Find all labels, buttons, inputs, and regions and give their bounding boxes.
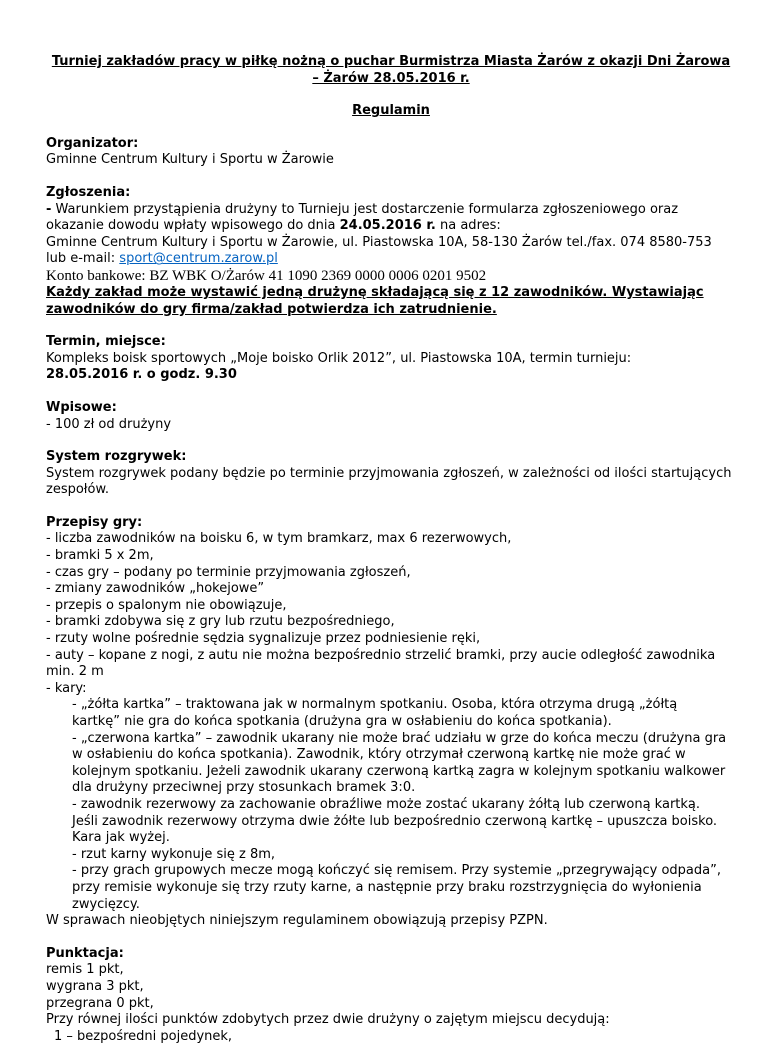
system-heading: System rozgrywek: <box>46 449 187 465</box>
team-rule: Każdy zakład może wystawić jedną drużynę składającą się z 12 zawodników. Wystawiając zawodników do gry firma/zakład potwierdza ich zatrudnienie. <box>46 284 704 317</box>
fee-heading: Wpisowe: <box>46 399 117 415</box>
points-line: przegrana 0 pkt, <box>46 995 154 1011</box>
registration-heading: Zgłoszenia: <box>46 184 131 200</box>
rule-item: - czas gry – podany po terminie przyjmowania zgłoszeń, <box>46 564 411 580</box>
rules-heading: Przepisy gry: <box>46 514 143 530</box>
email-link[interactable]: sport@centrum.zarow.pl <box>119 251 278 267</box>
rules-closing: W sprawach nieobjętych niniejszym regulaminem obowiązują przepisy PZPN. <box>46 913 548 929</box>
fee-text: - 100 zł od drużyny <box>46 416 172 432</box>
venue-section <box>46 334 736 384</box>
regulation-document <box>46 54 736 1045</box>
title-line-2: – Żarów 28.05.2016 r. <box>312 70 470 86</box>
venue-text: Kompleks boisk sportowych „Moje boisko Orlik 2012”, ul. Piastowska 10A, termin turnieju: <box>46 350 632 366</box>
rule-item: - rzuty wolne pośrednie sędzia sygnalizuje przez podniesienie ręki, <box>46 631 481 647</box>
penalty-item: - zawodnik rezerwowy za zachowanie obraźliwe może zostać ukarany żółtą lub czerwoną kartką. Jeśli zawodnik rezerwowy otrzyma dwie żółte lub bezpośrednio czerwoną kartkę – upuszcza boisko. Kara jak wyżej. <box>72 796 718 846</box>
registration-paragraph <box>46 202 736 235</box>
points-line: Przy równej ilości punktów zdobytych przez dwie drużyny o zajętym miejscu decydują: <box>46 1012 610 1028</box>
email-label: lub e-mail: <box>46 251 120 267</box>
registration-address: Gminne Centrum Kultury i Sportu w Żarowie, ul. Piastowska 10A, 58-130 Żarów tel./fax. 074 8580-753 <box>46 234 712 250</box>
registration-deadline: 24.05.2016 r. <box>339 218 436 234</box>
penalty-item: - „czerwona kartka” – zawodnik ukarany nie może brać udziału w grze do końca meczu (drużyna gra w osłabieniu do końca spotkania). Zawodnik, który otrzymał czerwoną kartkę nie może grać w kolejnym spotkaniu. Jeżeli zawodnik ukarany czerwoną kartką zagra w kolejnym spotkaniu walkower dla drużyny przeciwnej przy stosunkach bramek 3:0. <box>72 730 727 796</box>
penalty-item: - „żółta kartka” – traktowana jak w normalnym spotkaniu. Osoba, która otrzyma drugą „żółtą kartkę” nie gra do końca spotkania (drużyna gra w osłabieniu do końca spotkania). <box>72 697 678 729</box>
registration-email-line <box>46 251 736 268</box>
penalty-item: - rzut karny wykonuje się z 8m, <box>72 846 276 862</box>
penalty-list <box>46 697 736 913</box>
registration-text-b: na adres: <box>435 218 501 234</box>
registration-text-a: Warunkiem przystąpienia drużyny to Turnieju jest dostarczenie formularza zgłoszeniowego oraz okazanie dowodu wpłaty wpisowego do dnia <box>46 201 679 234</box>
rule-item: - przepis o spalonym nie obowiązuje, <box>46 597 287 613</box>
points-line: wygrana 3 pkt, <box>46 978 144 994</box>
organizer-section <box>46 136 736 169</box>
rules-section <box>46 515 736 930</box>
registration-dash: - <box>46 201 52 217</box>
fee-section <box>46 400 736 433</box>
points-line: remis 1 pkt, <box>46 962 124 978</box>
rule-item: - bramki 5 x 2m, <box>46 548 154 564</box>
points-section <box>46 946 736 1045</box>
organizer-text: Gminne Centrum Kultury i Sportu w Żarowie <box>46 152 334 168</box>
bank-account: Konto bankowe: BZ WBK O/Żarów 41 1090 2369 0000 0006 0201 9502 <box>46 267 487 284</box>
registration-section <box>46 185 736 318</box>
rule-item: - liczba zawodników na boisku 6, w tym bramkarz, max 6 rezerwowych, <box>46 531 512 547</box>
system-text: System rozgrywek podany będzie po terminie przyjmowania zgłoszeń, w zależności od ilości startujących zespołów. <box>46 465 732 498</box>
rule-item: - auty – kopane z nogi, z autu nie można bezpośrednio strzelić bramki, przy aucie odległość zawodnika min. 2 m <box>46 647 716 680</box>
rule-item: - kary: <box>46 680 87 696</box>
venue-datetime: 28.05.2016 r. o godz. 9.30 <box>46 367 237 383</box>
venue-heading: Termin, miejsce: <box>46 334 166 350</box>
rule-item: - zmiany zawodników „hokejowe” <box>46 581 265 597</box>
organizer-heading: Organizator: <box>46 135 139 151</box>
document-subtitle: Regulamin <box>352 103 430 119</box>
document-title <box>46 54 736 87</box>
tiebreak-item: 1 – bezpośredni pojedynek, <box>54 1028 233 1044</box>
penalty-item: - przy grach grupowych mecze mogą kończyć się remisem. Przy systemie „przegrywający odpada”, przy remisie wykonuje się trzy rzuty karne, a następnie przy braku rozstrzygnięcia do wyłonienia zwycięzcy. <box>72 863 721 912</box>
title-line-1: Turniej zakładów pracy w piłkę nożną o puchar Burmistrza Miasta Żarów z okazji Dni Żarowa <box>51 54 731 69</box>
rule-item: - bramki zdobywa się z gry lub rzutu bezpośredniego, <box>46 614 395 630</box>
system-section <box>46 449 736 499</box>
points-heading: Punktacja: <box>46 945 124 961</box>
